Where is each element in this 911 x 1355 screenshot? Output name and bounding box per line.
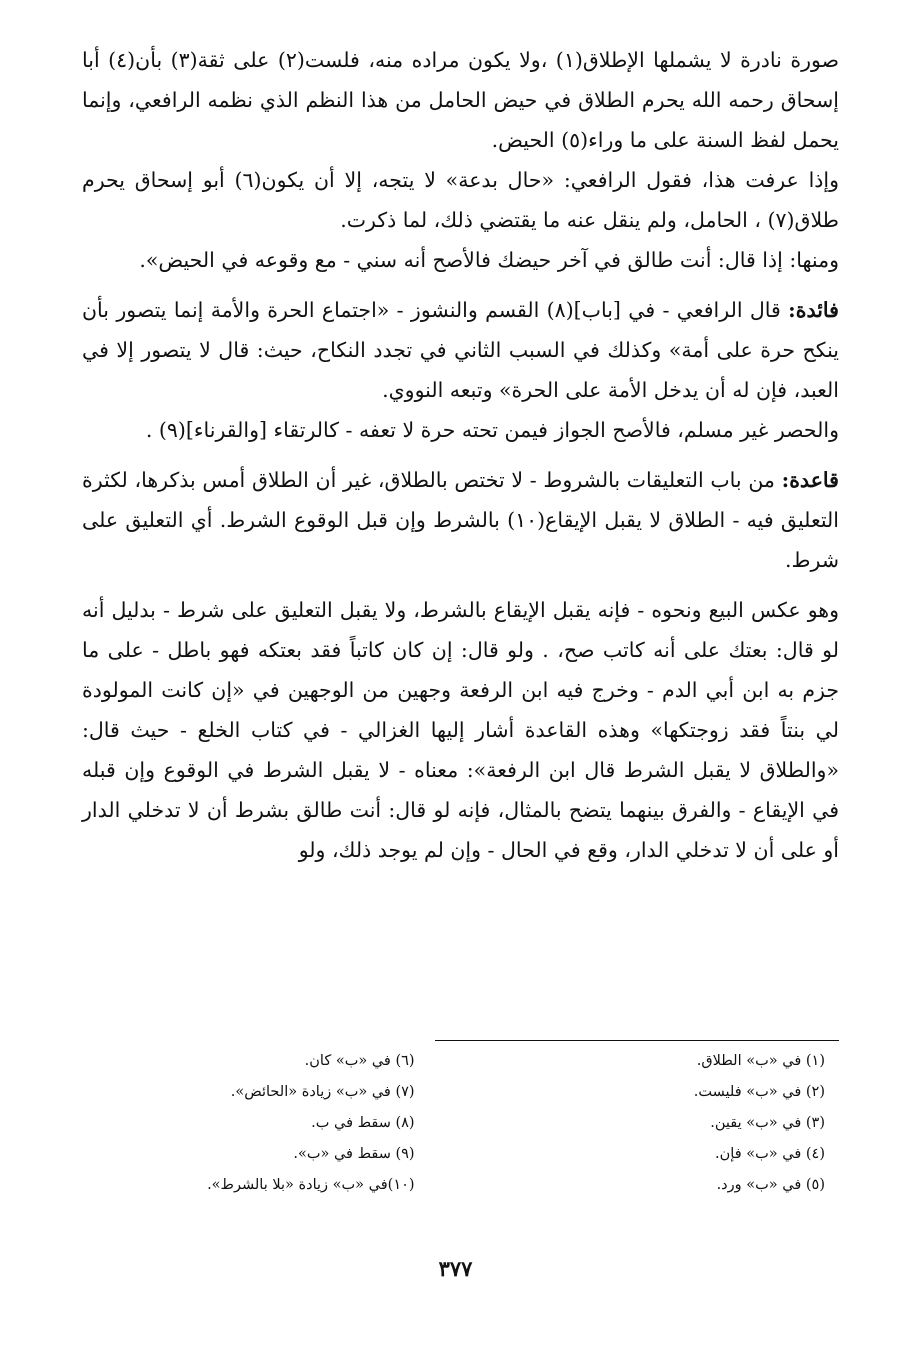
paragraph-4 [82, 290, 839, 410]
paragraph-text: من باب التعليقات بالشروط - لا تختص بالطلاق، غير أن الطلاق أمس بذكرها، لكثرة التعليق فيه - الطلاق لا يقبل الإيقاع(١٠) بالشرط وإن قبل الوقوع الشرط. أي التعليق على شرط. [82, 468, 839, 572]
footnote-10: (١٠)في «ب» زيادة «بلا بالشرط». [207, 1177, 415, 1193]
footnotes-right-column [475, 1046, 825, 1201]
footnote-4: (٤) في «ب» فإن. [715, 1146, 825, 1162]
paragraph-5 [82, 410, 839, 450]
footnote-7: (٧) في «ب» زيادة «الحائض». [230, 1084, 415, 1100]
paragraph-label: فائدة: [788, 298, 839, 322]
paragraph-6 [82, 460, 839, 580]
footnote-6: (٦) في «ب» كان. [304, 1053, 415, 1069]
paragraph-text: ومنها: إذا قال: أنت طالق في آخر حيضك فالأصح أنه سني - مع وقوعه في الحيض». [139, 248, 839, 272]
footnote-1: (١) في «ب» الطلاق. [696, 1053, 825, 1069]
footnote-3: (٣) في «ب» يقين. [710, 1115, 825, 1131]
paragraph-text: وإذا عرفت هذا، فقول الرافعي: «حال بدعة» لا يتجه، إلا أن يكون(٦) أبو إسحاق يحرم طلاق(٧) ، الحامل، ولم ينقل عنه ما يقتضي ذلك، لما ذكرت. [82, 168, 839, 232]
footnotes [65, 1046, 825, 1201]
footnote-divider [435, 1040, 839, 1041]
paragraph-3 [82, 240, 839, 280]
paragraph-2 [82, 160, 839, 240]
paragraph-text: قال الرافعي - في [باب](٨) القسم والنشوز - «اجتماع الحرة والأمة إنما يتصور بأن ينكح حرة على أمة» وكذلك في السبب الثاني في تجدد النكاح، حيث: قال لا يتصور إلا في العبد، فإن له أن يدخل الأمة على الحرة» وتبعه النووي. [82, 298, 839, 402]
paragraph-text: والحصر غير مسلم، فالأصح الجواز فيمن تحته حرة لا تعفه - كالرتقاء [والقرناء](٩) . [145, 418, 839, 442]
page-number: ٣٧٧ [438, 1256, 473, 1281]
footnotes-left-column [65, 1046, 415, 1201]
footnote-5: (٥) في «ب» ورد. [716, 1177, 825, 1193]
footnote-8: (٨) سقط في ب. [311, 1115, 415, 1131]
paragraph-7 [82, 590, 839, 870]
paragraph-1 [82, 40, 839, 160]
footnote-2: (٢) في «ب» فليست. [693, 1084, 825, 1100]
main-text [82, 40, 839, 870]
paragraph-text: صورة نادرة لا يشملها الإطلاق(١) ،ولا يكون مراده منه، فلست(٢) على ثقة(٣) بأن(٤) أبا إسحاق رحمه الله يحرم الطلاق في حيض الحامل من هذا النظم الذي نظمه الرافعي، وإنما يحمل لفظ السنة على ما وراء(٥) الحيض. [82, 48, 840, 152]
paragraph-text: وهو عكس البيع ونحوه - فإنه يقبل الإيقاع بالشرط، ولا يقبل التعليق على شرط - بدليل أنه لو قال: بعتك على أنه كاتب صح، . ولو قال: إن كان كاتباً فقد بعتكه فهو باطل - على ما جزم به ابن أبي الدم - وخرج فيه ابن الرفعة وجهين من الوجهين في «إن كانت المولودة لي بنتاً فقد زوجتكها» وهذه القاعدة أشار إليها الغزالي - في كتاب الخلع - حيث قال: «والطلاق لا يقبل الشرط قال ابن الرفعة»: معناه - لا يقبل الشرط في الوقوع وإن قبله في الإيقاع - والفرق بينهما يتضح بالمثال، فإنه لو قال: أنت طالق بشرط أن لا تدخلي الدار أو على أن لا تدخلي الدار، وقع في الحال - وإن لم يوجد ذلك، ولو [82, 598, 839, 862]
paragraph-label: قاعدة: [781, 468, 839, 492]
footnote-9: (٩) سقط في «ب». [293, 1146, 415, 1162]
